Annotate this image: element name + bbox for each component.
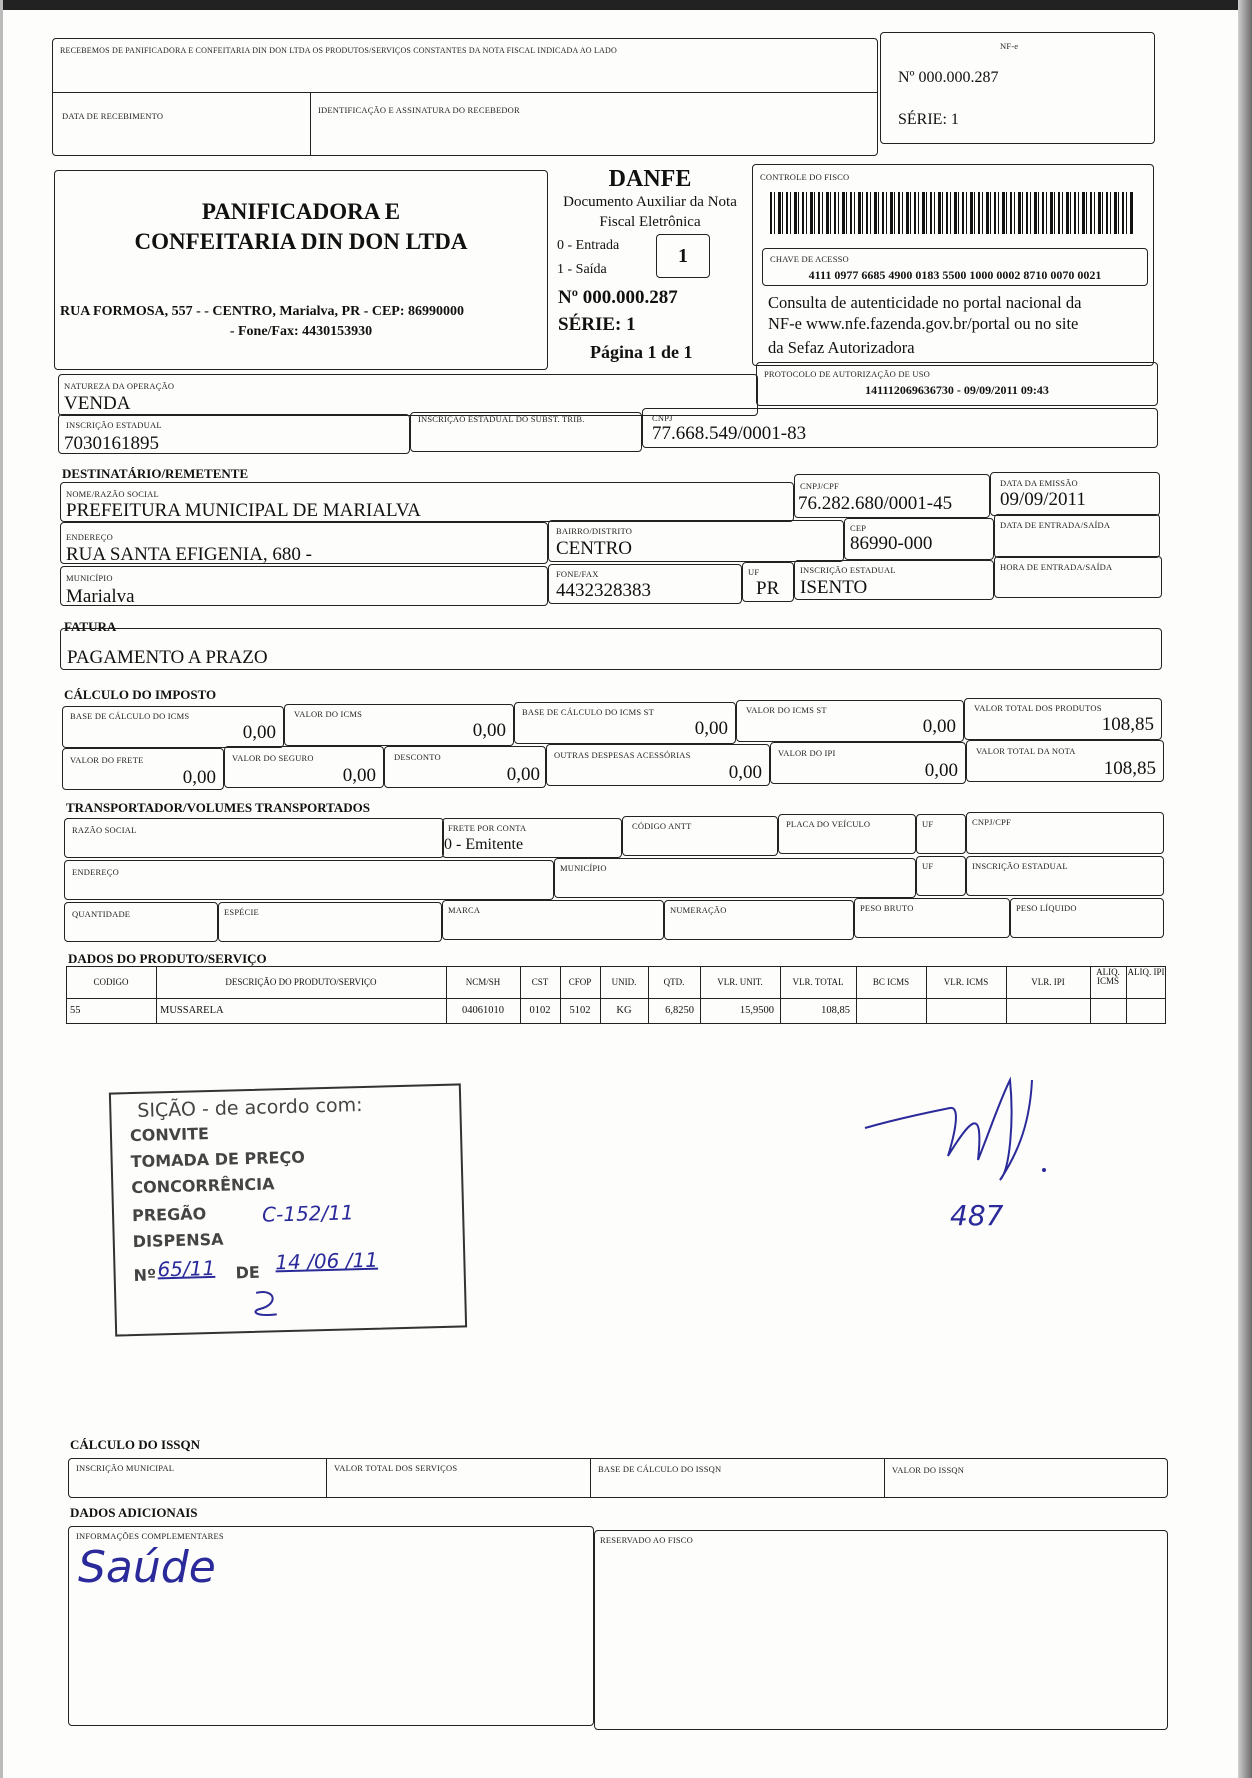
ipi-label: VALOR DO IPI bbox=[778, 748, 836, 758]
uf: PR bbox=[756, 578, 780, 599]
issuer-name-line2: CONFEITARIA DIN DON LTDA bbox=[134, 229, 468, 254]
stamp-line1: SIÇÃO - de acordo com: bbox=[137, 1094, 363, 1122]
emission: 09/09/2011 bbox=[1000, 489, 1086, 510]
access-key-label: CHAVE DE ACESSO bbox=[770, 254, 849, 264]
issqn-base-label: BASE DE CÁLCULO DO ISSQN bbox=[598, 1464, 722, 1474]
entry-date-label: DATA DE ENTRADA/SAÍDA bbox=[1000, 520, 1111, 530]
products-col-divider bbox=[156, 966, 157, 1024]
icms: 0,00 bbox=[472, 720, 506, 741]
recipient-address-label: ENDEREÇO bbox=[66, 532, 113, 542]
transport-freight-label: FRETE POR CONTA bbox=[448, 823, 527, 833]
scan-edge-right bbox=[1238, 0, 1252, 1778]
recipient-ie: ISENTO bbox=[800, 577, 868, 598]
receipt-number: Nº 000.000.287 bbox=[898, 69, 999, 86]
products-header-cell: ALIQ. IPI bbox=[1127, 967, 1165, 977]
products-col-divider bbox=[926, 966, 927, 1024]
products-col-divider bbox=[856, 966, 857, 1024]
scan-edge-top bbox=[0, 0, 1252, 10]
antt-label: CÓDIGO ANTT bbox=[632, 821, 692, 831]
recipient-ie-label: INSCRIÇÃO ESTADUAL bbox=[800, 565, 896, 575]
scan-edge-left bbox=[0, 0, 3, 1778]
products-header-cell: CFOP bbox=[568, 977, 592, 987]
info-handwritten: Saúde bbox=[78, 1542, 216, 1593]
transport-city-label: MUNICÍPIO bbox=[560, 863, 607, 873]
products-header-cell: VLR. ICMS bbox=[943, 977, 989, 987]
gross-label: PESO BRUTO bbox=[860, 903, 914, 913]
plate-label: PLACA DO VEÍCULO bbox=[786, 819, 871, 829]
ipi: 0,00 bbox=[924, 760, 958, 781]
products-section: DADOS DO PRODUTO/SERVIÇO bbox=[68, 951, 267, 966]
receipt-signature-label: IDENTIFICAÇÃO E ASSINATURA DO RECEBEDOR bbox=[318, 105, 520, 115]
stamp-handwritten-pregao: C-152/11 bbox=[261, 1200, 354, 1227]
ie-label: INSCRIÇÃO ESTADUAL bbox=[66, 420, 162, 430]
transport-city-box bbox=[554, 858, 916, 898]
issuer-address: RUA FORMOSA, 557 - - CENTRO, Marialva, PR - CEP: 86990000 bbox=[60, 304, 465, 319]
transport-address-label: ENDEREÇO bbox=[72, 867, 119, 877]
icms-st-label: VALOR DO ICMS ST bbox=[746, 705, 827, 715]
ie-st-label: INSCRIÇÃO ESTADUAL DO SUBST. TRIB. bbox=[418, 414, 585, 424]
products-header-cell: NCM/SH bbox=[465, 977, 501, 987]
district: CENTRO bbox=[556, 538, 632, 559]
other: 0,00 bbox=[728, 762, 762, 783]
city: Marialva bbox=[66, 586, 135, 607]
products-cell-qty: 6,8250 bbox=[665, 1005, 694, 1016]
stamp-handwritten-date: 14 /06 /11 bbox=[275, 1247, 379, 1275]
cnpj: 77.668.549/0001-83 bbox=[652, 423, 807, 444]
products-header-cell: QTD. bbox=[663, 977, 685, 987]
base-st-label: BASE DE CÁLCULO DO ICMS ST bbox=[522, 707, 655, 717]
stamp-line4: CONCORRÊNCIA bbox=[131, 1174, 275, 1198]
products-total: 108,85 bbox=[1101, 714, 1154, 735]
products-header-cell: VLR. TOTAL bbox=[792, 977, 844, 987]
consult-line2: NF-e www.nfe.fazenda.gov.br/portal ou no site bbox=[768, 314, 1079, 333]
transport-freight: 0 - Emitente bbox=[444, 836, 524, 853]
stamp-line2: CONVITE bbox=[129, 1124, 210, 1146]
cep-label: CEP bbox=[850, 523, 867, 533]
recipient-cnpj: 76.282.680/0001-45 bbox=[798, 493, 953, 514]
products-cell-desc: MUSSARELA bbox=[160, 1005, 224, 1016]
invoice-value: PAGAMENTO A PRAZO bbox=[67, 647, 268, 668]
net-label: PESO LÍQUIDO bbox=[1016, 903, 1077, 913]
numbering-label: NUMERAÇÃO bbox=[670, 905, 727, 915]
stamp-line7-prefix: Nº bbox=[133, 1265, 157, 1286]
products-cell-cfop: 5102 bbox=[569, 1005, 591, 1016]
icms-st: 0,00 bbox=[922, 716, 956, 737]
danfe-entry: 0 - Entrada bbox=[557, 238, 620, 253]
ie: 7030161895 bbox=[64, 433, 159, 454]
issuer-phone: - Fone/Fax: 4430153930 bbox=[229, 324, 373, 339]
control-label: CONTROLE DO FISCO bbox=[760, 172, 850, 182]
stamp-line7-de: DE bbox=[235, 1262, 261, 1283]
signature-number: 487 bbox=[950, 1199, 1004, 1232]
receipt-stub bbox=[52, 38, 878, 156]
products-cell-unit: KG bbox=[616, 1005, 632, 1016]
danfe-subtitle2: Fiscal Eletrônica bbox=[599, 214, 701, 230]
products-cell-total: 108,85 bbox=[821, 1005, 850, 1016]
products-header-cell: BC ICMS bbox=[872, 977, 910, 987]
nature-label: NATUREZA DA OPERAÇÃO bbox=[64, 381, 175, 391]
barcode bbox=[770, 192, 1133, 234]
nature: VENDA bbox=[64, 393, 131, 414]
stamp-line5: PREGÃO bbox=[131, 1204, 207, 1226]
cep: 86990-000 bbox=[850, 533, 933, 554]
qty-label: QUANTIDADE bbox=[72, 909, 131, 919]
freight: 0,00 bbox=[182, 767, 216, 788]
recipient-section: DESTINATÁRIO/REMETENTE bbox=[62, 466, 249, 481]
issqn-section: CÁLCULO DO ISSQN bbox=[70, 1437, 201, 1452]
products-header-cell: VLR. UNIT. bbox=[717, 977, 763, 987]
city-label: MUNICÍPIO bbox=[66, 573, 113, 583]
base-icms: 0,00 bbox=[242, 722, 276, 743]
consult-line3: da Sefaz Autorizadora bbox=[768, 338, 915, 357]
products-header-cell: DESCRIÇÃO DO PRODUTO/SERVIÇO bbox=[225, 977, 377, 987]
info-label: INFORMAÇÕES COMPLEMENTARES bbox=[76, 1531, 224, 1541]
danfe-type-value: 1 bbox=[678, 245, 688, 267]
reserved-box bbox=[594, 1530, 1168, 1730]
icms-label: VALOR DO ICMS bbox=[294, 709, 363, 719]
danfe-number: Nº 000.000.287 bbox=[558, 287, 678, 308]
discount: 0,00 bbox=[506, 764, 540, 785]
recipient-name-label: NOME/RAZÃO SOCIAL bbox=[66, 489, 159, 499]
phone: 4432328383 bbox=[556, 580, 651, 601]
products-cell-ncm: 04061010 bbox=[462, 1005, 504, 1016]
products-header-cell: CODIGO bbox=[93, 977, 129, 987]
danfe-page: Página 1 de 1 bbox=[590, 342, 693, 362]
reserved-label: RESERVADO AO FISCO bbox=[600, 1535, 693, 1545]
products-header-cell: CST bbox=[531, 977, 549, 987]
emission-label: DATA DA EMISSÃO bbox=[1000, 478, 1078, 488]
access-key: 4111 0977 6685 4900 0183 5500 1000 0002 8710 0070 0021 bbox=[808, 268, 1102, 282]
products-cell-unit_price: 15,9500 bbox=[739, 1005, 774, 1016]
transport-ie-label: INSCRIÇÃO ESTADUAL bbox=[972, 861, 1068, 871]
recipient-name: PREFEITURA MUNICIPAL DE MARIALVA bbox=[66, 500, 421, 521]
danfe-exit: 1 - Saída bbox=[557, 262, 607, 277]
transport-section: TRANSPORTADOR/VOLUMES TRANSPORTADOS bbox=[66, 800, 371, 815]
products-cell-cst: 0102 bbox=[529, 1005, 551, 1016]
base-st: 0,00 bbox=[694, 718, 728, 739]
cnpj-label: CNPJ bbox=[652, 413, 673, 423]
transport-name-box bbox=[64, 818, 444, 858]
discount-label: DESCONTO bbox=[394, 752, 441, 762]
phone-label: FONE/FAX bbox=[556, 569, 599, 579]
insurance: 0,00 bbox=[342, 765, 376, 786]
issuer-name-line1: PANIFICADORA E bbox=[201, 199, 401, 224]
products-cell-code: 55 bbox=[70, 1005, 81, 1016]
products-col-divider bbox=[1006, 966, 1007, 1024]
protocol-label: PROTOCOLO DE AUTORIZAÇÃO DE USO bbox=[764, 369, 930, 379]
insurance-label: VALOR DO SEGURO bbox=[232, 753, 314, 763]
brand-label: MARCA bbox=[448, 905, 481, 915]
base-icms-label: BASE DE CÁLCULO DO ICMS bbox=[70, 711, 190, 721]
transport-uf-label: UF bbox=[922, 819, 934, 829]
transport-cnpj-label: CNPJ/CPF bbox=[972, 817, 1011, 827]
qty-box bbox=[64, 902, 218, 942]
species-label: ESPÉCIE bbox=[224, 907, 259, 917]
district-label: BAIRRO/DISTRITO bbox=[556, 526, 633, 536]
transport-address-box bbox=[64, 860, 554, 900]
stamp-handwritten-num: 65/11 bbox=[157, 1255, 216, 1282]
receipt-series: SÉRIE: 1 bbox=[898, 111, 959, 128]
note-total-label: VALOR TOTAL DA NOTA bbox=[976, 746, 1076, 756]
receipt-text: RECEBEMOS DE PANIFICADORA E CONFEITARIA DIN DON LTDA OS PRODUTOS/SERVIÇOS CONSTANTES DA NOTA FISCAL INDICADA AO LADO bbox=[60, 46, 617, 55]
stamp-line6: DISPENSA bbox=[132, 1229, 224, 1252]
danfe-subtitle1: Documento Auxiliar da Nota bbox=[563, 194, 737, 210]
protocol: 141112069636730 - 09/09/2011 09:43 bbox=[865, 383, 1049, 397]
uf-label: UF bbox=[748, 567, 760, 577]
danfe-title: DANFE bbox=[608, 166, 692, 192]
recipient-cnpj-label: CNPJ/CPF bbox=[800, 481, 839, 491]
invoice-section: FATURA bbox=[64, 619, 117, 634]
time-label: HORA DE ENTRADA/SAÍDA bbox=[1000, 562, 1113, 572]
stamp bbox=[109, 1083, 467, 1336]
other-label: OUTRAS DESPESAS ACESSÓRIAS bbox=[554, 750, 691, 760]
stamp-initial-mark bbox=[246, 1286, 287, 1321]
consult-line1: Consulta de autenticidade no portal nacional da bbox=[768, 293, 1082, 312]
issqn-value-label: VALOR DO ISSQN bbox=[892, 1465, 965, 1475]
transport-name-label: RAZÃO SOCIAL bbox=[72, 825, 137, 835]
additional-section: DADOS ADICIONAIS bbox=[70, 1505, 198, 1520]
receipt-date-label: DATA DE RECEBIMENTO bbox=[62, 111, 164, 121]
issqn-municipal-label: INSCRIÇÃO MUNICIPAL bbox=[76, 1463, 175, 1473]
danfe-series: SÉRIE: 1 bbox=[558, 314, 636, 335]
products-header-cell: VLR. IPI bbox=[1031, 977, 1065, 987]
recipient-address: RUA SANTA EFIGENIA, 680 - bbox=[66, 544, 313, 565]
tax-section: CÁLCULO DO IMPOSTO bbox=[64, 687, 217, 702]
products-header-cell: UNID. bbox=[611, 977, 637, 987]
freight-label: VALOR DO FRETE bbox=[70, 755, 144, 765]
products-header-cell: ALIQ. ICMS bbox=[1096, 967, 1120, 987]
products-total-label: VALOR TOTAL DOS PRODUTOS bbox=[974, 703, 1102, 713]
transport-uf2-label: UF bbox=[922, 861, 934, 871]
note-total: 108,85 bbox=[1103, 758, 1156, 779]
stamp-line3: TOMADA DE PREÇO bbox=[130, 1147, 306, 1172]
receipt-nfe-label: NF-e bbox=[1000, 41, 1019, 51]
issqn-services-label: VALOR TOTAL DOS SERVIÇOS bbox=[334, 1463, 458, 1473]
